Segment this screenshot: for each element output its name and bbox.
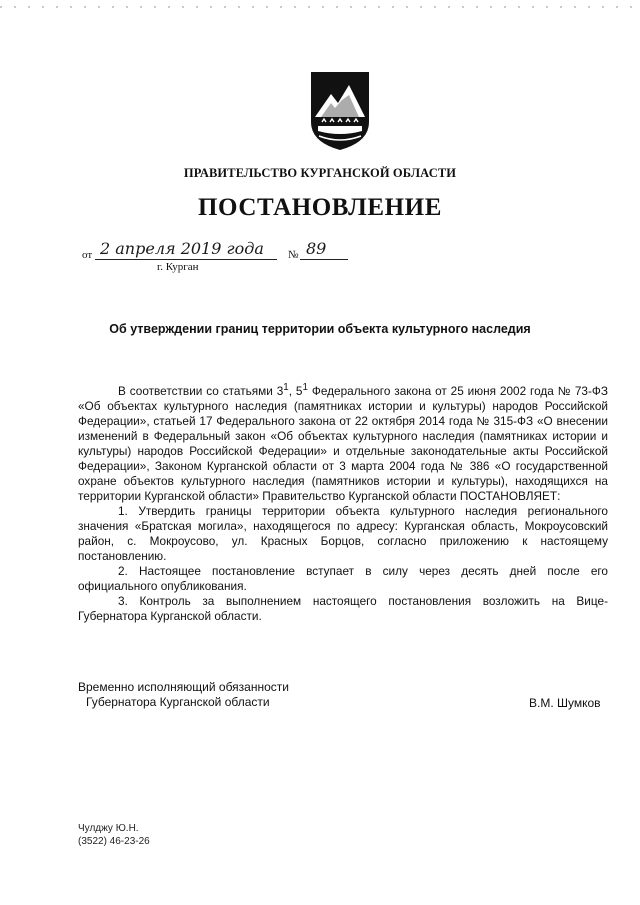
resolution-item-2: 2. Настоящее постановление вступает в силу через десять дней после его официального опубликования. xyxy=(78,563,608,593)
scan-artifact-line xyxy=(0,6,640,8)
signatory-name: В.М. Шумков xyxy=(529,696,601,710)
signatory-position-line-1: Временно исполняющий обязанности xyxy=(78,680,289,694)
preamble-superscript: 1 xyxy=(302,382,308,393)
resolution-item-3: 3. Контроль за выполнением настоящего постановления возложить на Вице-Губернатора Курганской области. xyxy=(78,593,608,623)
document-type-title: ПОСТАНОВЛЕНИЕ xyxy=(197,194,443,221)
preamble-text-part: , 5 xyxy=(288,383,303,398)
coat-of-arms-icon xyxy=(309,70,371,152)
government-name: ПРАВИТЕЛЬСТВО КУРГАНСКОЙ ОБЛАСТИ xyxy=(183,166,457,180)
executor-name: Чулджу Ю.Н. xyxy=(78,823,139,834)
date-underline xyxy=(95,259,277,260)
document-subject: Об утверждении границ территории объекта культурного наследия xyxy=(109,322,531,336)
executor-block xyxy=(78,822,150,848)
preamble-text-part: В соответствии со статьями 3 xyxy=(118,383,284,398)
resolution-item-1: 1. Утвердить границы территории объекта культурного наследия регионального значения «Братская могила», находящегося по адресу: Курганская область, Мокроусовский район, с. Мокроусово, ул. Красных Борцов, согласно приложению к настоящему постановлению. xyxy=(78,503,608,563)
document-body xyxy=(78,380,608,624)
date-handwritten: 2 апреля 2019 года xyxy=(100,239,264,258)
number-prefix: № xyxy=(288,249,299,261)
number-handwritten: 89 xyxy=(306,239,327,258)
date-prefix: от xyxy=(82,249,93,261)
signatory-position xyxy=(78,680,289,710)
number-underline xyxy=(300,259,348,260)
city-label: г. Курган xyxy=(157,261,199,273)
preamble-superscript: 1 xyxy=(283,382,289,393)
executor-phone: (3522) 46-23-26 xyxy=(78,836,150,847)
preamble-paragraph xyxy=(78,380,608,504)
preamble-text-part: Федерального закона от 25 июня 2002 года № 73-ФЗ «Об объектах культурного наследия (памятниках истории и культуры) народов Российской Федерации», статьей 17 Федерального закона от 22 октября 2014 года № 315-ФЗ «О внесении изменений в Федеральный закон «Об объектах культурного наследия (памятниках истории и культуры) народов Российской Федерации» и отдельные законодательные акты Российской Федерации», Законом Курганской области от 3 марта 2004 года № 386 «О государственной охране объектов культурного наследия (памятников истории и культуры), находящихся на территории Курганской области» Правительство Курганской области ПОСТАНОВЛЯЕТ: xyxy=(78,383,608,503)
signatory-position-line-2: Губернатора Курганской области xyxy=(86,695,270,709)
